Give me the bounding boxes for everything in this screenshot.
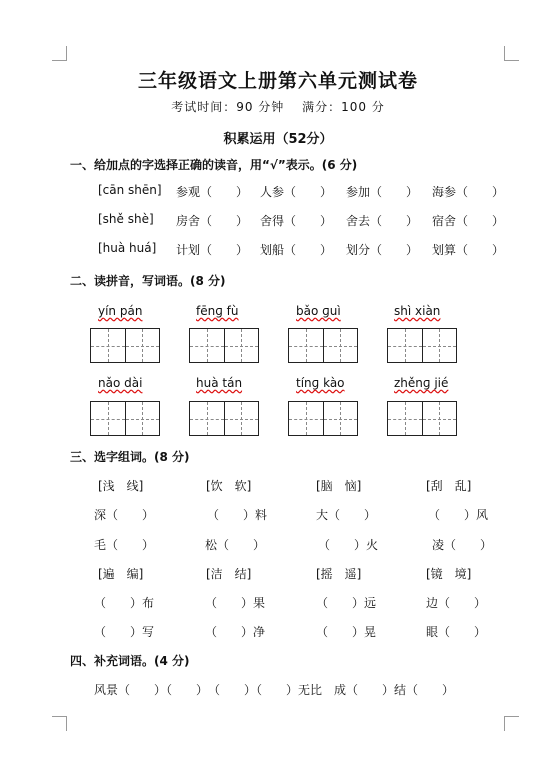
writing-grid[interactable] — [189, 401, 259, 436]
page-title: 三年级语文上册第六单元测试卷 — [137, 70, 418, 92]
word-blank: （ ）写 — [94, 625, 155, 639]
part-heading: 积累运用（52分） — [223, 132, 333, 147]
word-blank: （ ）晃 — [316, 625, 377, 639]
word-blank: 凌（ ） — [432, 538, 493, 552]
section1-title: 一、给加点的字选择正确的读音，用“√”表示。(6 分) — [70, 158, 358, 172]
char-pair: [遍 编] — [98, 567, 144, 581]
word-blank: 房舍（ ） — [176, 214, 249, 228]
pronunciation-options: [huà huá] — [98, 241, 157, 255]
word-blank: 深（ ） — [94, 508, 155, 522]
pinyin-label: yín pán — [98, 304, 143, 318]
pronunciation-options: [shě shè] — [98, 212, 154, 226]
pronunciation-options: [cān shēn] — [98, 183, 162, 197]
char-pair: [摇 遥] — [316, 567, 362, 581]
char-pair: [脑 恼] — [316, 479, 362, 493]
word-blank: 宿舍（ ） — [432, 214, 505, 228]
writing-grid[interactable] — [387, 328, 457, 363]
section3-title: 三、选字组词。(8 分) — [70, 450, 190, 464]
word-blank: 参加（ ） — [346, 185, 419, 199]
word-blank: 松（ ） — [205, 538, 266, 552]
corner-mark-bottom-left — [52, 716, 67, 731]
writing-grid[interactable] — [90, 401, 160, 436]
corner-mark-top-right — [504, 46, 519, 61]
writing-grid[interactable] — [288, 401, 358, 436]
word-blank: 舍去（ ） — [346, 214, 419, 228]
pinyin-label: huà tán — [196, 376, 243, 390]
word-blank: （ ）远 — [316, 596, 377, 610]
word-blank: 毛（ ） — [94, 538, 155, 552]
char-pair: [饮 软] — [206, 479, 252, 493]
word-blank: 划分（ ） — [346, 243, 419, 257]
pinyin-label: shì xiàn — [394, 304, 441, 318]
corner-mark-bottom-right — [504, 716, 519, 731]
char-pair: [刮 乱] — [426, 479, 472, 493]
writing-grid[interactable] — [387, 401, 457, 436]
word-blank: 海参（ ） — [432, 185, 505, 199]
word-blank: 划船（ ） — [260, 243, 333, 257]
pinyin-label: nǎo dài — [98, 376, 143, 390]
word-blank: （ ）净 — [205, 625, 266, 639]
word-blank: 人参（ ） — [260, 185, 333, 199]
pinyin-label: fēnɡ fù — [196, 304, 239, 318]
word-blank: 划算（ ） — [432, 243, 505, 257]
word-blank: 计划（ ） — [176, 243, 249, 257]
pinyin-label: tínɡ kào — [296, 376, 345, 390]
word-blank: （ ）风 — [428, 508, 489, 522]
char-pair: [浅 线] — [98, 479, 144, 493]
char-pair: [镜 境] — [426, 567, 472, 581]
section2-title: 二、读拼音，写词语。(8 分) — [70, 274, 226, 288]
pinyin-label: zhěnɡ jié — [394, 376, 449, 390]
writing-grid[interactable] — [288, 328, 358, 363]
word-blank: 舍得（ ） — [260, 214, 333, 228]
word-blank: （ ）布 — [94, 596, 155, 610]
pinyin-label: bǎo ɡuì — [296, 304, 341, 318]
word-blank: （ ）果 — [205, 596, 266, 610]
word-blank: 参观（ ） — [176, 185, 249, 199]
word-blank: 大（ ） — [316, 508, 377, 522]
idiom-blanks: 风景（ ）（ ） （ ）（ ）无比 成（ ）结（ ） — [94, 683, 455, 697]
word-blank: 边（ ） — [426, 596, 487, 610]
writing-grid[interactable] — [90, 328, 160, 363]
word-blank: （ ）火 — [318, 538, 379, 552]
writing-grid[interactable] — [189, 328, 259, 363]
word-blank: （ ）料 — [207, 508, 268, 522]
exam-info: 考试时间：90 分钟 满分：100 分 — [171, 100, 385, 114]
word-blank: 眼（ ） — [426, 625, 487, 639]
section4-title: 四、补充词语。(4 分) — [70, 654, 190, 668]
char-pair: [洁 结] — [206, 567, 252, 581]
corner-mark-top-left — [52, 46, 67, 61]
